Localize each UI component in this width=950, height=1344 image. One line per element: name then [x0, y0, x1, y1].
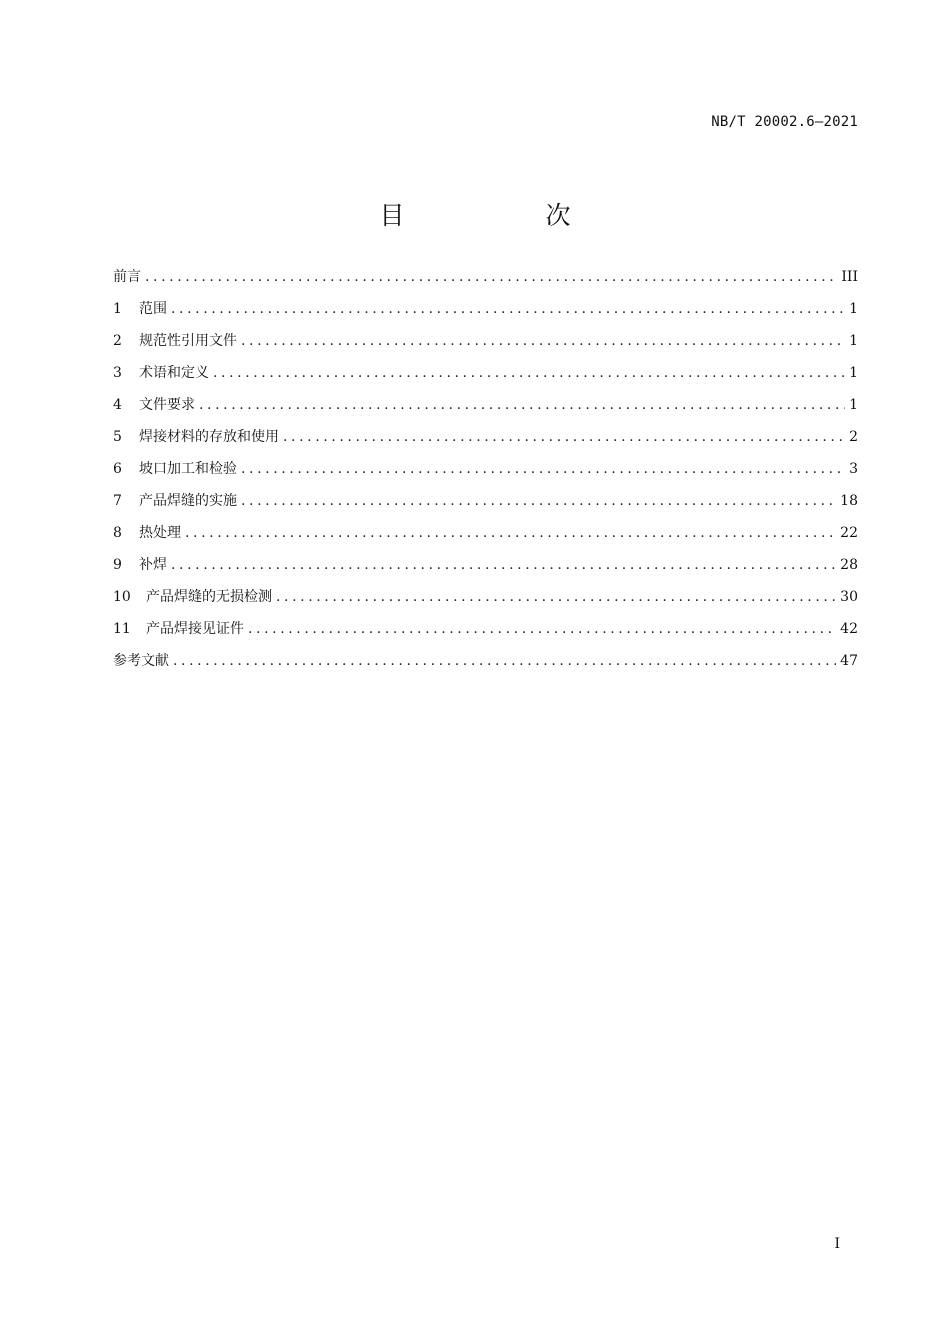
toc-leader-dots — [248, 621, 836, 637]
toc-entry-10[interactable] — [113, 586, 858, 618]
toc-entry-number: 6 — [113, 461, 122, 477]
toc-entry-7[interactable] — [113, 490, 858, 522]
toc-leader-dots — [173, 653, 836, 669]
toc-leader-dots — [241, 333, 845, 349]
toc-entry-8[interactable] — [113, 522, 858, 554]
toc-entry-page: III — [841, 269, 858, 285]
toc-entry-1[interactable] — [113, 298, 858, 330]
toc-entry-number: 1 — [113, 301, 122, 317]
toc-entry-number: 4 — [113, 397, 122, 413]
toc-entry-text: 产品焊缝的无损检测 — [146, 589, 272, 605]
toc-entry-page: 30 — [840, 589, 858, 605]
toc-entry-page: 42 — [840, 621, 858, 637]
toc-entry-4[interactable] — [113, 394, 858, 426]
toc-entry-11[interactable] — [113, 618, 858, 650]
toc-entry-text: 产品焊缝的实施 — [139, 493, 237, 509]
toc-entry-6[interactable] — [113, 458, 858, 490]
toc-entry-text: 产品焊接见证件 — [146, 621, 244, 637]
toc-entry-page: 22 — [840, 525, 858, 541]
toc-entry-number: 10 — [113, 589, 131, 605]
toc-entry-number: 11 — [113, 621, 131, 637]
toc-entry-text: 焊接材料的存放和使用 — [139, 429, 279, 445]
toc-entry-number: 9 — [113, 557, 122, 573]
toc-entry-number: 8 — [113, 525, 122, 541]
toc-entry-text: 参考文献 — [113, 653, 169, 669]
toc-entry-text: 规范性引用文件 — [139, 333, 237, 349]
toc-entry-page: 2 — [849, 429, 858, 445]
toc-entry-page: 1 — [849, 397, 858, 413]
toc-entry-9[interactable] — [113, 554, 858, 586]
toc-entry-text: 术语和定义 — [139, 365, 209, 381]
toc-leader-dots — [241, 493, 836, 509]
toc-entry-text: 热处理 — [139, 525, 181, 541]
table-of-contents — [113, 266, 858, 682]
document-code: NB/T 20002.6—2021 — [711, 114, 858, 130]
toc-entry-text: 坡口加工和检验 — [139, 461, 237, 477]
toc-entry-bibliography[interactable] — [113, 650, 858, 682]
toc-leader-dots — [145, 269, 837, 285]
toc-entry-text: 前言 — [113, 269, 141, 285]
page-number: I — [834, 1236, 840, 1252]
toc-entry-page: 18 — [840, 493, 858, 509]
page-title: 目 次 — [379, 201, 629, 230]
toc-leader-dots — [171, 557, 836, 573]
toc-entry-text: 补焊 — [139, 557, 167, 573]
toc-entry-number: 7 — [113, 493, 122, 509]
toc-leader-dots — [171, 301, 845, 317]
toc-entry-2[interactable] — [113, 330, 858, 362]
toc-entry-page: 28 — [840, 557, 858, 573]
toc-entry-foreword[interactable] — [113, 266, 858, 298]
toc-entry-page: 3 — [849, 461, 858, 477]
toc-entry-page: 1 — [849, 333, 858, 349]
toc-entry-number: 3 — [113, 365, 122, 381]
toc-entry-number: 5 — [113, 429, 122, 445]
toc-entry-page: 1 — [849, 365, 858, 381]
toc-leader-dots — [283, 429, 845, 445]
toc-leader-dots — [213, 365, 845, 381]
toc-leader-dots — [185, 525, 836, 541]
toc-entry-page: 1 — [849, 301, 858, 317]
toc-leader-dots — [276, 589, 836, 605]
toc-entry-5[interactable] — [113, 426, 858, 458]
toc-entry-page: 47 — [840, 653, 858, 669]
toc-entry-number: 2 — [113, 333, 122, 349]
toc-entry-3[interactable] — [113, 362, 858, 394]
toc-leader-dots — [199, 397, 845, 413]
toc-leader-dots — [241, 461, 845, 477]
toc-entry-text: 范围 — [139, 301, 167, 317]
toc-entry-text: 文件要求 — [139, 397, 195, 413]
